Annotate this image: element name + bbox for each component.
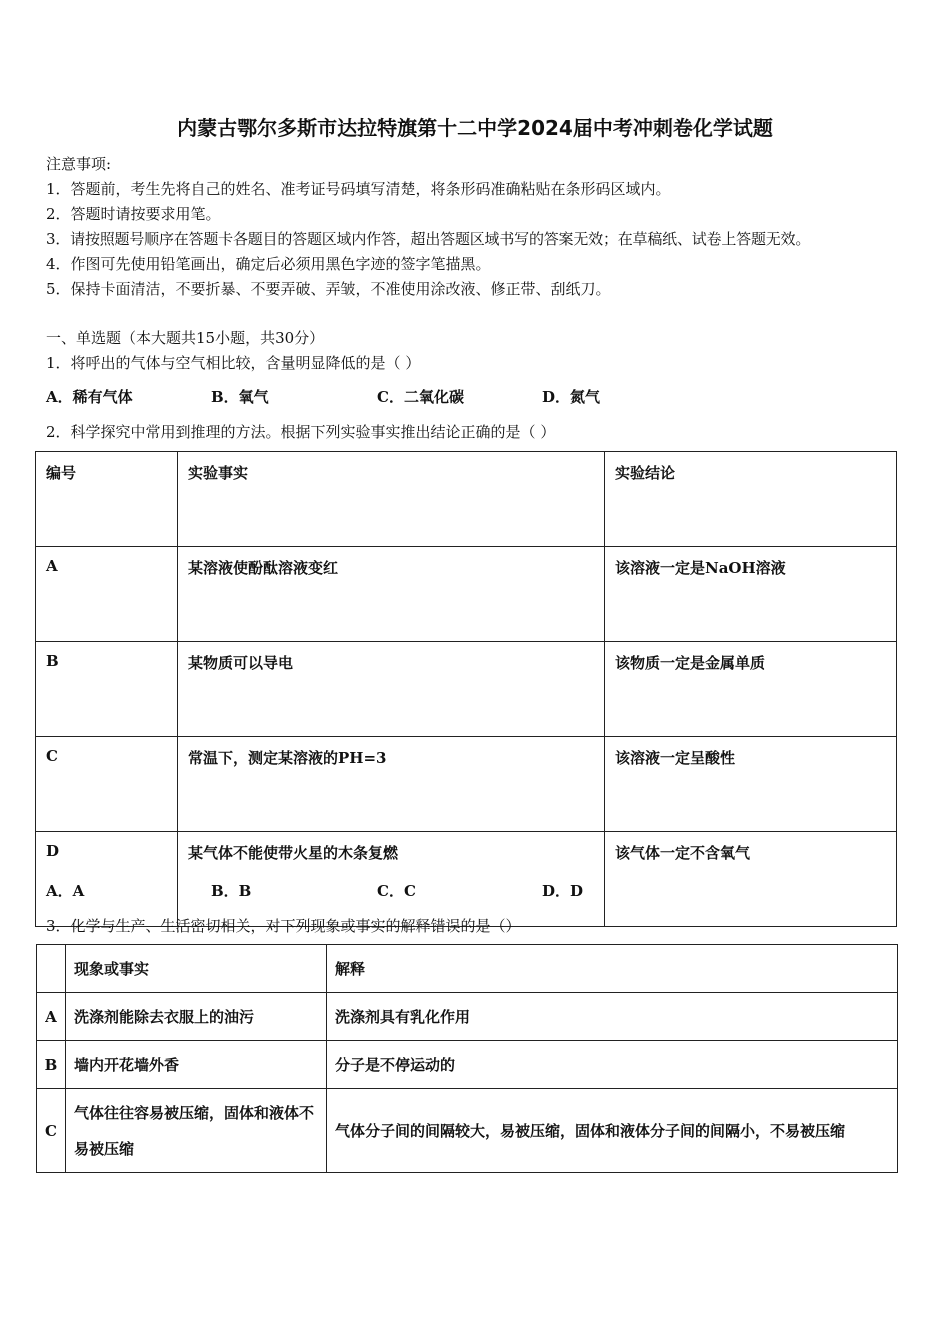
q2-row-label: D — [36, 832, 178, 927]
q2-option-d: D．D — [542, 882, 584, 900]
q2-conclusion-cell: 该溶液一定呈酸性 — [605, 737, 897, 832]
q2-option-a: A．A — [46, 882, 85, 900]
q2-fact-cell: 某溶液使酚酞溶液变红 — [178, 547, 605, 642]
q3-phenomenon-cell: 墙内开花墙外香 — [66, 1041, 327, 1089]
q2-header-cell: 编号 — [36, 452, 178, 547]
notice-item-2: 2．答题时请按要求用笔。 — [46, 205, 221, 223]
q2-header-cell: 实验事实 — [178, 452, 605, 547]
q3-row-label: C — [37, 1089, 66, 1173]
q3-row-label: B — [37, 1041, 66, 1089]
q2-conclusion-cell: 该气体一定不含氧气 — [605, 832, 897, 927]
q2-row-label: A — [36, 547, 178, 642]
q2-stem: 2．科学探究中常用到推理的方法。根据下列实验事实推出结论正确的是（ ） — [46, 423, 556, 441]
q2-header-cell: 实验结论 — [605, 452, 897, 547]
q3-explanation-cell: 洗涤剂具有乳化作用 — [327, 993, 898, 1041]
q2-conclusion-cell: 该溶液一定是NaOH溶液 — [605, 547, 897, 642]
q2-row-label: B — [36, 642, 178, 737]
q3-header-cell: 解释 — [327, 945, 898, 993]
q2-table — [35, 451, 897, 927]
q1-option-c: C．二氧化碳 — [377, 388, 464, 406]
q3-explanation-cell: 分子是不停运动的 — [327, 1041, 898, 1089]
notice-heading: 注意事项: — [46, 155, 112, 173]
q2-header-row — [36, 452, 897, 547]
notice-item-4: 4．作图可先使用铅笔画出，确定后必须用黑色字迹的签字笔描黑。 — [46, 255, 491, 273]
table-row — [36, 642, 897, 737]
q3-stem: 3．化学与生产、生活密切相关，对下列现象或事实的解释错误的是（） — [46, 917, 521, 935]
q3-explanation-cell: 气体分子间的间隔较大，易被压缩，固体和液体分子间的间隔小，不易被压缩 — [327, 1089, 898, 1173]
q3-phenomenon-cell: 气体往往容易被压缩，固体和液体不易被压缩 — [66, 1089, 327, 1173]
notice-item-3: 3．请按照题号顺序在答题卡各题目的答题区域内作答，超出答题区域书写的答案无效；在草稿纸、试卷上答题无效。 — [46, 230, 811, 248]
table-row — [37, 993, 898, 1041]
q2-conclusion-cell: 该物质一定是金属单质 — [605, 642, 897, 737]
table-row — [37, 1089, 898, 1173]
q3-header-row — [37, 945, 898, 993]
table-row — [36, 832, 897, 927]
notice-item-1: 1．答题前，考生先将自己的姓名、准考证号码填写清楚，将条形码准确粘贴在条形码区域内。 — [46, 180, 671, 198]
q1-option-a: A．稀有气体 — [46, 388, 133, 406]
q3-table — [36, 944, 898, 1173]
q3-header-cell: 现象或事实 — [66, 945, 327, 993]
table-row — [37, 1041, 898, 1089]
notice-item-5: 5．保持卡面清洁，不要折暴、不要弄破、弄皱，不准使用涂改液、修正带、刮纸刀。 — [46, 280, 611, 298]
q1-stem: 1．将呼出的气体与空气相比较，含量明显降低的是（ ） — [46, 354, 421, 372]
q3-phenomenon-cell: 洗涤剂能除去衣服上的油污 — [66, 993, 327, 1041]
document-title: 内蒙古鄂尔多斯市达拉特旗第十二中学2024届中考冲刺卷化学试题 — [177, 116, 773, 140]
q3-row-label: A — [37, 993, 66, 1041]
q2-fact-cell: 某气体不能使带火星的木条复燃 — [178, 832, 605, 927]
q2-row-label: C — [36, 737, 178, 832]
q1-option-b: B．氧气 — [211, 388, 269, 406]
q2-fact-cell: 常温下，测定某溶液的PH=3 — [178, 737, 605, 832]
table-row — [36, 737, 897, 832]
q2-fact-cell: 某物质可以导电 — [178, 642, 605, 737]
q1-option-d: D．氮气 — [542, 388, 601, 406]
q3-header-cell — [37, 945, 66, 993]
section-heading: 一、单选题（本大题共15小题，共30分） — [46, 329, 325, 347]
q2-option-c: C．C — [377, 882, 416, 900]
q2-option-b: B．B — [211, 882, 252, 900]
table-row — [36, 547, 897, 642]
